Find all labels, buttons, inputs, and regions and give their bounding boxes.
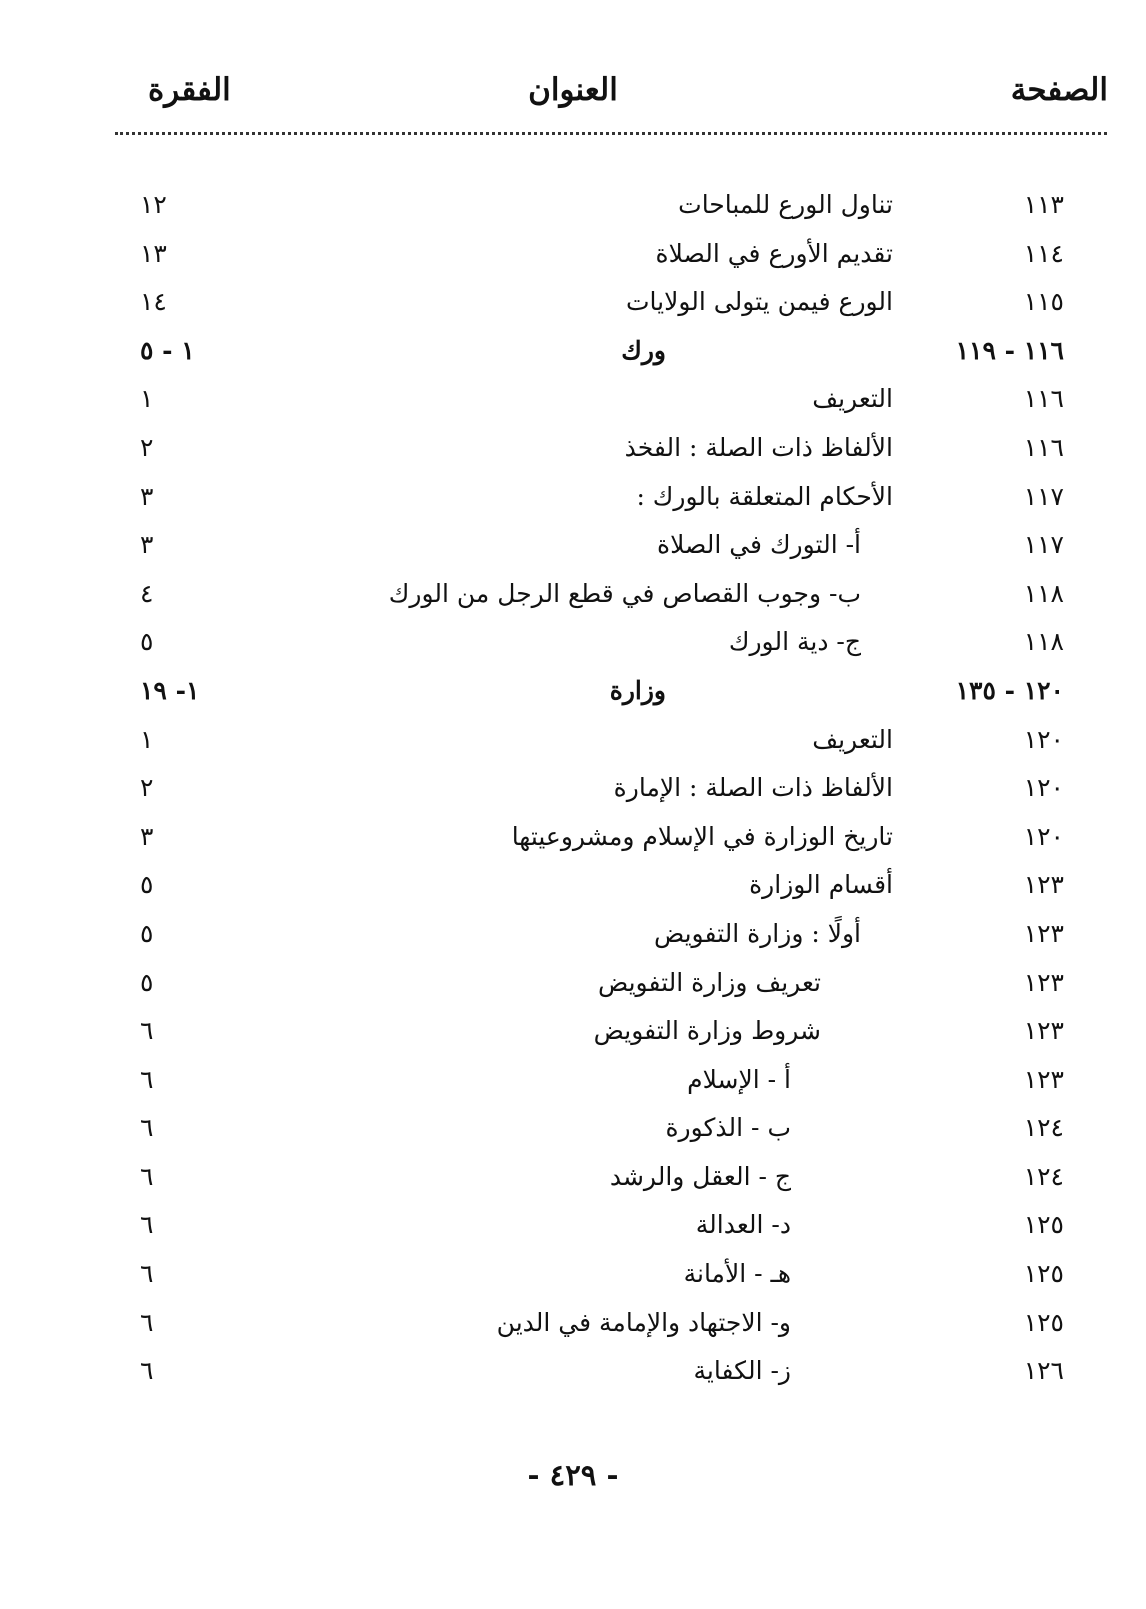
page-number-cell: ١٢٥ [1023, 1307, 1064, 1337]
title-cell: ب- وجوب القصاص في قطع الرجل من الورك [388, 578, 861, 608]
title-cell: هـ - الأمانة [683, 1259, 791, 1289]
title-cell: تعريف وزارة التفويض [597, 967, 821, 997]
table-header [0, 72, 1146, 132]
title-cell: و- الاجتهاد والإمامة في الدين [496, 1307, 791, 1337]
page-number-cell: ١٢٠ [1023, 821, 1064, 851]
section-heading-row [0, 336, 1146, 385]
paragraph-cell: ٥ [140, 627, 154, 657]
paragraph-cell: ٦ [140, 1016, 154, 1046]
paragraph-cell: ٥ [140, 967, 154, 997]
page-number-cell: ١١٧ [1023, 481, 1064, 511]
page-number-cell: ١٢٤ [1023, 1113, 1064, 1143]
paragraph-cell: ٢ [140, 432, 154, 462]
paragraph-cell: ٦ [140, 1161, 154, 1191]
paragraph-cell: ٣ [140, 530, 154, 560]
title-cell: الألفاظ ذات الصلة : الإمارة [613, 773, 893, 803]
title-cell: التعريف [812, 724, 893, 754]
paragraph-cell: ٥ [140, 870, 154, 900]
page-number-cell: ١٢٠ - ١٣٥ [955, 675, 1064, 705]
page-number-cell: ١١٦ - ١١٩ [955, 335, 1064, 365]
table-row [0, 1065, 1146, 1114]
title-cell: ز- الكفاية [693, 1356, 791, 1386]
page-number-cell: ١٢٣ [1023, 1016, 1064, 1046]
paragraph-cell: ٣ [140, 821, 154, 851]
paragraph-cell: ٦ [140, 1210, 154, 1240]
page-number-cell: ١٢٣ [1023, 870, 1064, 900]
page-number-cell: ١٢٥ [1023, 1259, 1064, 1289]
table-row [0, 530, 1146, 579]
paragraph-cell: ١- ١٩ [140, 675, 200, 705]
page-number-cell: ١٢٣ [1023, 918, 1064, 948]
table-row [0, 482, 1146, 531]
title-cell: الأحكام المتعلقة بالورك : [636, 481, 893, 511]
table-row [0, 1259, 1146, 1308]
table-row [0, 822, 1146, 871]
paragraph-cell: ٣ [140, 481, 154, 511]
table-row [0, 870, 1146, 919]
paragraph-cell: ١ [140, 384, 154, 414]
page-number-cell: ١١٦ [1023, 432, 1064, 462]
table-row [0, 579, 1146, 628]
paragraph-cell: ٦ [140, 1113, 154, 1143]
table-row [0, 1210, 1146, 1259]
page-number-cell: ١١٧ [1023, 530, 1064, 560]
title-cell: ج - العقل والرشد [609, 1161, 791, 1191]
table-row [0, 287, 1146, 336]
page-number-cell: ١٢٣ [1023, 1064, 1064, 1094]
table-row [0, 725, 1146, 774]
table-row [0, 627, 1146, 676]
table-row [0, 1113, 1146, 1162]
table-row [0, 1016, 1146, 1065]
table-row [0, 190, 1146, 239]
index-table [0, 190, 1146, 1405]
table-row [0, 1162, 1146, 1211]
title-cell: تاريخ الوزارة في الإسلام ومشروعيتها [511, 821, 893, 851]
title-cell: أقسام الوزارة [749, 870, 893, 900]
title-column-header: العنوان [528, 72, 618, 108]
title-cell: تقديم الأورع في الصلاة [655, 238, 893, 268]
paragraph-cell: ٤ [140, 578, 154, 608]
paragraph-cell: ١٣ [140, 238, 167, 268]
page-number-cell: ١٢٠ [1023, 724, 1064, 754]
page-number-cell: ١١٣ [1023, 190, 1064, 219]
paragraph-cell: ٢ [140, 773, 154, 803]
paragraph-cell: ١٢ [140, 190, 167, 219]
title-cell: ج- دية الورك [728, 627, 861, 657]
paragraph-cell: ٦ [140, 1064, 154, 1094]
page-number-cell: ١٢٦ [1023, 1356, 1064, 1386]
page-number-cell: ١٢٥ [1023, 1210, 1064, 1240]
title-cell: وزارة [609, 675, 666, 705]
page-number-cell: ١٢٣ [1023, 967, 1064, 997]
title-cell: ورك [621, 335, 666, 365]
page-number-cell: ١١٥ [1023, 287, 1064, 317]
title-cell: التعريف [812, 384, 893, 414]
title-cell: الألفاظ ذات الصلة : الفخذ [624, 432, 893, 462]
title-cell: أ- التورك في الصلاة [657, 530, 861, 560]
table-row [0, 384, 1146, 433]
paragraph-cell: ١ [140, 724, 154, 754]
title-cell: ب - الذكورة [665, 1113, 791, 1143]
paragraph-cell: ١ - ٥ [140, 335, 195, 365]
title-cell: أولًا : وزارة التفويض [653, 918, 861, 948]
page-number-cell: ١١٤ [1023, 238, 1064, 268]
table-row [0, 773, 1146, 822]
title-cell: د- العدالة [695, 1210, 791, 1240]
page-column-header: الصفحة [1010, 72, 1108, 108]
table-row [0, 1356, 1146, 1405]
table-row [0, 1308, 1146, 1357]
page-number-cell: ١٢٠ [1023, 773, 1064, 803]
page-number-cell: ١١٨ [1023, 627, 1064, 657]
table-row [0, 968, 1146, 1017]
title-cell: تناول الورع للمباحات [678, 190, 893, 219]
page-number: - ٤٢٩ - [527, 1458, 619, 1492]
page-number-cell: ١١٨ [1023, 578, 1064, 608]
paragraph-cell: ٦ [140, 1307, 154, 1337]
table-row [0, 919, 1146, 968]
title-cell: شروط وزارة التفويض [593, 1016, 821, 1046]
dotted-divider [115, 132, 1107, 135]
paragraph-cell: ١٤ [140, 287, 167, 317]
paragraph-cell: ٦ [140, 1356, 154, 1386]
title-cell: الورع فيمن يتولى الولايات [625, 287, 893, 317]
page-number-cell: ١١٦ [1023, 384, 1064, 414]
page-number-cell: ١٢٤ [1023, 1161, 1064, 1191]
table-row [0, 239, 1146, 288]
paragraph-cell: ٦ [140, 1259, 154, 1289]
title-cell: أ - الإسلام [687, 1064, 791, 1094]
table-row [0, 433, 1146, 482]
paragraph-column-header: الفقرة [148, 72, 231, 108]
section-heading-row [0, 676, 1146, 725]
paragraph-cell: ٥ [140, 918, 154, 948]
